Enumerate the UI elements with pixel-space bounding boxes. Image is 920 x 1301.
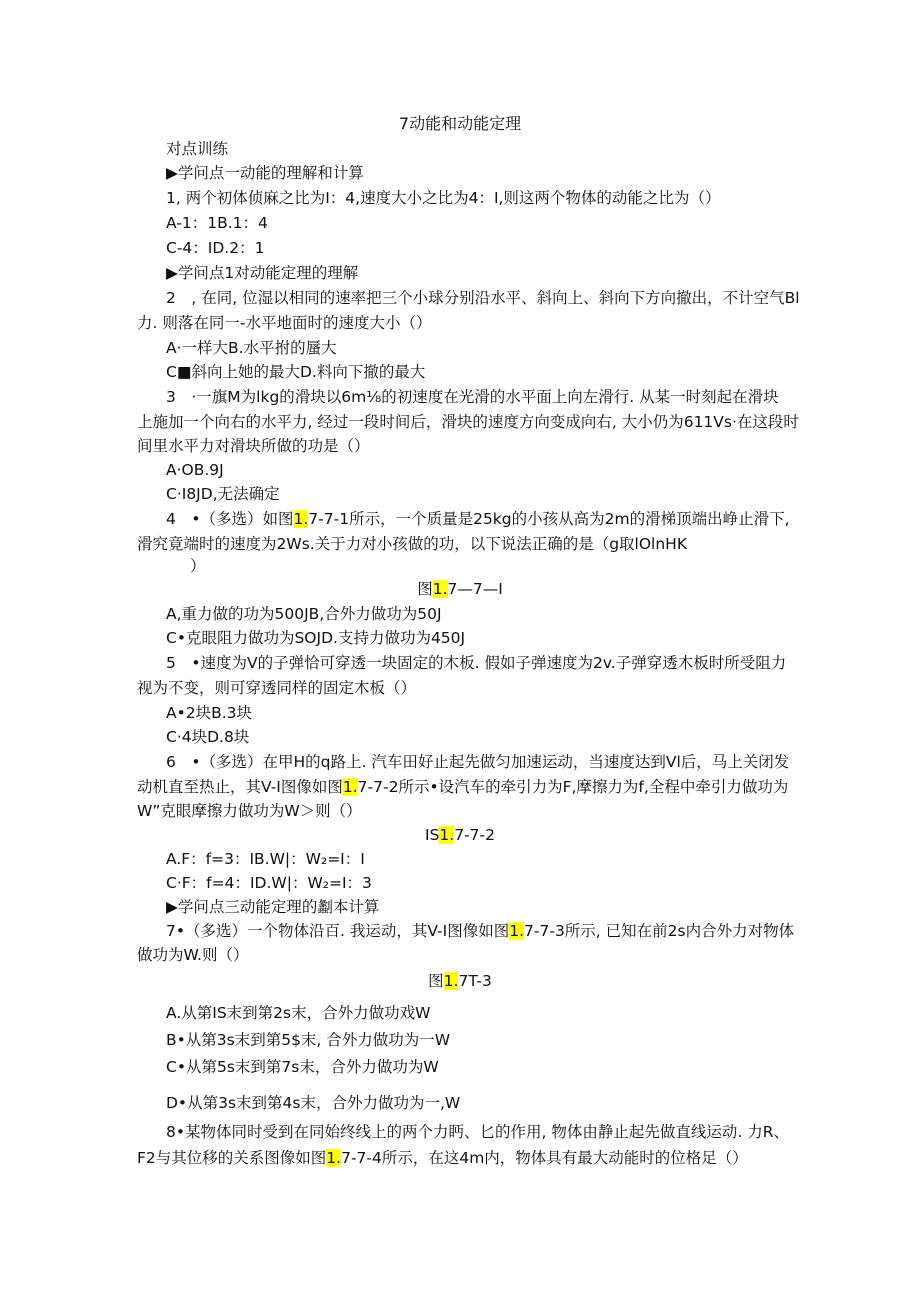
question-7-option-d: D•从第3s末到第4s末，合外力做功为一,W [166, 1094, 461, 1112]
question-4-options-ab: A,重力做的功为500JB,合外力做功为50J [166, 605, 442, 623]
highlight-mark: 1. [342, 778, 358, 796]
knowledge-point-1: ▶学问点一动能的理解和计算 [166, 164, 364, 182]
figure-caption-2 [0, 825, 920, 845]
highlight-mark: 1. [443, 972, 459, 990]
question-5-line-1: 5 •速度为V的子弹恰可穿透一块固定的木板. 假如子弹速度为2v.子弹穿透木板时所受阻力 [166, 654, 787, 672]
question-8-line-2 [137, 1148, 748, 1168]
question-2-options-ab: A·一样大B.水平拊的蜃大 [166, 339, 337, 357]
question-1-options-ab: A-1：1B.1：4 [166, 214, 268, 232]
highlight-mark: 1. [509, 922, 525, 940]
question-6-text-b: 7-7-2所示•设汽车的牵引力为F,摩擦力为f,全程中牵引力做功为 [357, 778, 789, 796]
question-6-line-2 [137, 777, 788, 797]
question-4-text-b: 7-7-1所示，一个质量是25kg的小孩从高为2m的滑梯顶端出峥止滑下, [308, 510, 790, 528]
caption-text-a: 图 [428, 972, 444, 990]
question-6-text-a: 动机直至热止，其V-I图像如图 [137, 778, 343, 796]
question-3-line-1: 3 ·一旗M为lkg的滑块以6m⅛的初速度在光滑的水平面上向左滑行. 从某一时刻起在滑块 [166, 388, 779, 406]
question-3-line-3: 间里水平力对滑块所做的功是（） [137, 437, 370, 455]
question-4-line-3: ） [190, 557, 206, 575]
highlight-mark: 1. [432, 580, 448, 598]
question-7-option-b: B•从第3s末到第5$末, 合外力做功为一W [166, 1031, 451, 1049]
question-4-line-2: 滑究竟端时的速度为2Ws.关于力对小孩做的功，以下说法正确的是（g取lOlnHK [137, 535, 687, 553]
question-1-options-cd: C-4：ID.2：1 [166, 239, 265, 257]
question-6-line-1: 6 •（多选）在甲H的q路上. 汽车田好止起先做匀加速运动，当速度达到Vl后，马上关闭发 [166, 753, 790, 771]
question-7-text-a: 7•（多选）一个物体沿百. 我运动，其V-I图像如图 [166, 922, 510, 940]
caption-text-b: 7—7—I [447, 580, 503, 598]
figure-caption-3 [0, 971, 920, 991]
highlight-mark: 1. [326, 1149, 342, 1167]
question-1: 1, 两个初体侦麻之比为I：4,速度大小之比为4：I,则这两个物体的动能之比为（） [166, 189, 721, 207]
question-6-line-3: W”克眼摩擦力做功为W＞则（） [137, 802, 362, 820]
knowledge-point-3: ▶学问点三动能定理的劙本计算 [166, 898, 380, 916]
question-2-options-cd: C■斜向上她的最大D.料向下撤的最大 [166, 363, 426, 381]
knowledge-point-2: ▶学问点1对动能定理的理解 [166, 264, 359, 282]
question-3-options-cd: C·I8JD,无法确定 [166, 485, 280, 503]
question-7-line-1 [166, 921, 794, 941]
page-title: 7动能和动能定理 [398, 114, 522, 133]
caption-text-a: 图 [417, 580, 433, 598]
question-5-options-ab: A•2块B.3块 [166, 704, 253, 722]
caption-text-b: 7-7-2 [454, 826, 495, 844]
section-heading: 对点训练 [166, 140, 229, 158]
question-5-line-2: 视为不变，则可穿透同样的固定木板（） [137, 679, 417, 697]
question-2-line-1: 2 , 在同, 位湿以相同的速率把三个小球分别沿水平、斜向上、斜向下方向撤出，不计空气Bl [166, 289, 800, 307]
question-3-options-ab: A·OB.9J [166, 461, 224, 479]
question-8-line-1: 8•某物体同时受到在同始终线上的两个力眄、匕的作用, 物体由静止起先做直线运动. 力R、 [166, 1123, 789, 1141]
question-7-text-b: 7-7-3所示, 已知在前2s内合外力对物体 [524, 922, 795, 940]
question-2-line-2: 力. 则落在同一-水平地面时的速度大小（） [137, 314, 432, 332]
highlight-mark: 1. [293, 510, 309, 528]
question-5-options-cd: C·4块D.8块 [166, 728, 250, 746]
question-6-options-cd: C·F：f=4：ID.W|：W₂=I：3 [166, 874, 372, 892]
question-8-text-a: F2与其位移的关系图像如图 [137, 1149, 327, 1167]
question-7-option-a: A.从第IS末到第2s末，合外力做功戏W [166, 1004, 431, 1022]
question-3-line-2: 上施加一个向右的水平力, 经过一段时间后，滑块的速度方向变成向右, 大小仍为611Vs·在这段时 [137, 413, 799, 431]
question-7-option-c: C•从第5s末到第7s末，合外力做功为W [166, 1058, 439, 1076]
figure-caption-1 [0, 579, 920, 599]
question-7-line-2: 做功为W.则（） [137, 946, 249, 964]
question-4-options-cd: C•克眼阻力做功为SOJD.支持力做功为450J [166, 629, 466, 647]
caption-text-a: IS [425, 826, 440, 844]
question-8-text-b: 7-7-4所示，在这4m内，物体具有最大动能时的位格足（） [341, 1149, 748, 1167]
question-6-options-ab: A.F：f=3：IB.W|：W₂=I：I [166, 850, 365, 868]
question-4-text-a: 4 •（多选）如图 [166, 510, 294, 528]
question-4-line-1 [166, 509, 790, 529]
highlight-mark: 1. [439, 826, 455, 844]
caption-text-b: 7T-3 [458, 972, 492, 990]
